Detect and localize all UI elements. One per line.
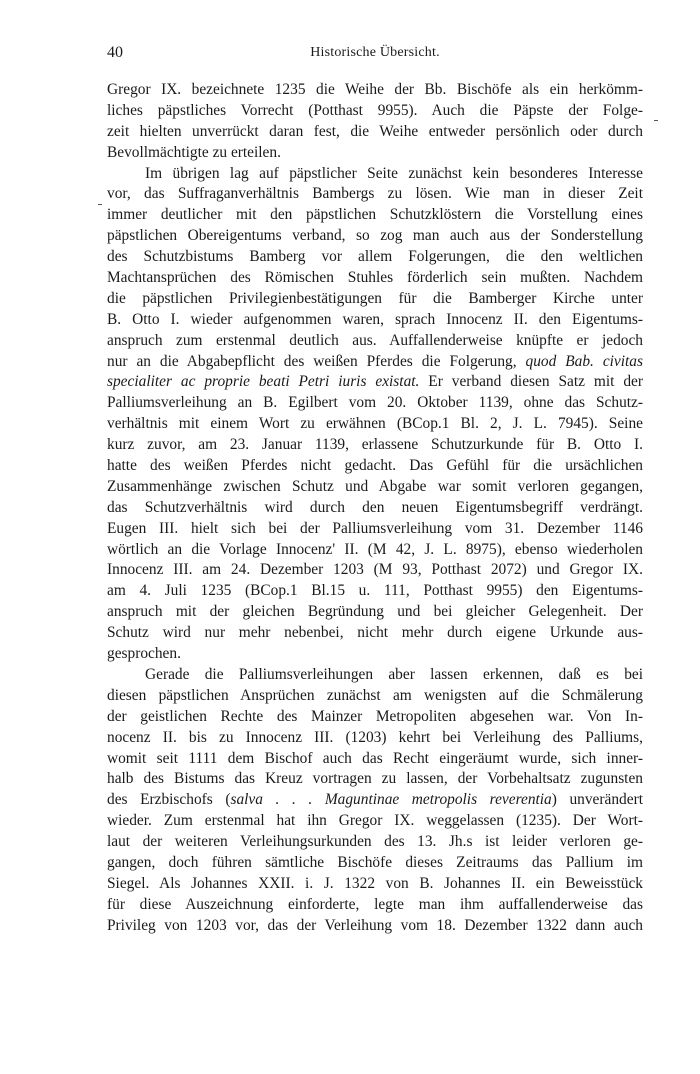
text-line: Palliumsverleihung an B. Egilbert vom 20. Oktober 1139, ohne das Schutz- [107, 394, 643, 412]
text-line: verhältnis mit einem Wort zu erwähnen (BCop.1 Bl. 2, J. L. 7945). Seine [107, 415, 643, 433]
running-title: Historische Übersicht. [310, 45, 440, 60]
text-line: laut der weiteren Verleihungsurkunden des 13. Jh.s ist leider verloren ge- [107, 833, 643, 851]
text-line: nur an die Abgabepflicht des weißen Pferdes die Folgerung, quod Bab. civitas [107, 352, 643, 370]
text-line: Privileg von 1203 vor, das der Verleihung vom 18. Dezember 1322 dann auch [107, 916, 643, 934]
text-line: des Schutzbistums Bamberg vor allem Folgerungen, die den weltlichen [107, 248, 643, 266]
text-line: immer deutlicher mit den päpstlichen Schutzklöstern die Vorstellung eines [107, 206, 643, 224]
text-line: Gregor IX. bezeichnete 1235 die Weihe der Bb. Bischöfe als ein herkömm- [107, 81, 643, 98]
text-line: Innocenz III. am 24. Dezember 1203 (M 93, Potthast 2072) und Gregor IX. [107, 561, 643, 579]
text-line: gangen, doch führen sämtliche Bischöfe dieses Zeitraums das Pallium im [107, 853, 643, 871]
text-line: anspruch zum erstenmal deutlich aus. Auffallenderweise knüpfte er jedoch [107, 331, 643, 349]
text-line: Gerade die Palliumsverleihungen aber lassen erkennen, daß es bei [145, 665, 643, 683]
body-text [107, 80, 643, 937]
text-line: des Erzbischofs (salva . . . Maguntinae metropolis reverentia) unverändert [107, 791, 643, 809]
text-line: diesen päpstlichen Ansprüchen zunächst am wenigsten auf die Schmälerung [107, 686, 643, 704]
text-line: kurz zuvor, am 23. Januar 1139, erlassene Schutzurkunde für B. Otto I. [107, 436, 643, 454]
text-line: zeit hielten unverrückt daran fest, die Weihe entweder persönlich oder durch [107, 122, 643, 140]
text-line: womit seit 1111 dem Bischof auch das Recht eingeräumt wurde, sich inner- [107, 749, 643, 767]
margin-mark [98, 204, 102, 205]
text-line: für diese Auszeichnung einforderte, legte man ihm auffallenderweise das [107, 895, 643, 913]
text-line: gesprochen. [107, 645, 181, 663]
text-line: der geistlichen Rechte des Mainzer Metropoliten abgesehen war. Von In- [107, 707, 643, 725]
text-line: hatte des weißen Pferdes nicht gedacht. Das Gefühl für die ursächlichen [107, 457, 643, 475]
text-line: specialiter ac proprie beati Petri iuris existat. Er verband diesen Satz mit der [107, 373, 643, 391]
text-line: Schutz wird nur mehr nebenbei, nicht mehr durch eigene Urkunde aus- [107, 624, 643, 642]
text-line: Im übrigen lag auf päpstlicher Seite zunächst kein besonderes Interesse [145, 164, 643, 182]
text-line: liches päpstliches Vorrecht (Potthast 9955). Auch die Päpste der Folge- [107, 101, 643, 119]
page-header [107, 44, 643, 70]
text-line: Siegel. Als Johannes XXII. i. J. 1322 von B. Johannes II. ein Beweisstück [107, 874, 643, 892]
text-line: die päpstlichen Privilegienbestätigungen für die Bamberger Kirche unter [107, 289, 643, 307]
text-line: halb des Bistums das Kreuz vortragen zu lassen, der Vorbehaltsatz zugunsten [107, 770, 643, 788]
page-number: 40 [107, 44, 123, 61]
text-line: wörtlich an die Vorlage Innocenz' II. (M 42, J. L. 8975), ebenso wiederholen [107, 540, 643, 558]
text-line: päpstlichen Obereigentums verband, so zog man auch aus der Sonderstellung [107, 227, 643, 245]
text-line: B. Otto I. wieder aufgenommen waren, sprach Innocenz II. den Eigentums- [107, 310, 643, 328]
margin-mark [654, 120, 658, 121]
text-line: anspruch mit der gleichen Begründung und bei gleicher Gelegenheit. Der [107, 603, 643, 621]
text-line: Eugen III. hielt sich bei der Palliumsverleihung vom 31. Dezember 1146 [107, 519, 643, 537]
text-line: das Schutzverhältnis wird durch den neuen Eigentumsbegriff verdrängt. [107, 498, 643, 516]
text-line: am 4. Juli 1235 (BCop.1 Bl.15 u. 111, Potthast 9955) den Eigentums- [107, 582, 643, 600]
text-line: nocenz II. bis zu Innocenz III. (1203) kehrt bei Verleihung des Palliums, [107, 728, 643, 746]
text-line: Bevollmächtigte zu erteilen. [107, 143, 281, 161]
text-line: Zusammenhänge zwischen Schutz und Abgabe war somit verloren gegangen, [107, 477, 643, 495]
text-line: vor, das Suffraganverhältnis Bambergs zu lösen. Wie man in dieser Zeit [107, 185, 643, 203]
text-line: Machtansprüchen des Römischen Stuhles förderlich sein mußten. Nachdem [107, 269, 643, 287]
text-line: wieder. Zum erstenmal hat ihn Gregor IX. weggelassen (1235). Der Wort- [107, 812, 643, 830]
